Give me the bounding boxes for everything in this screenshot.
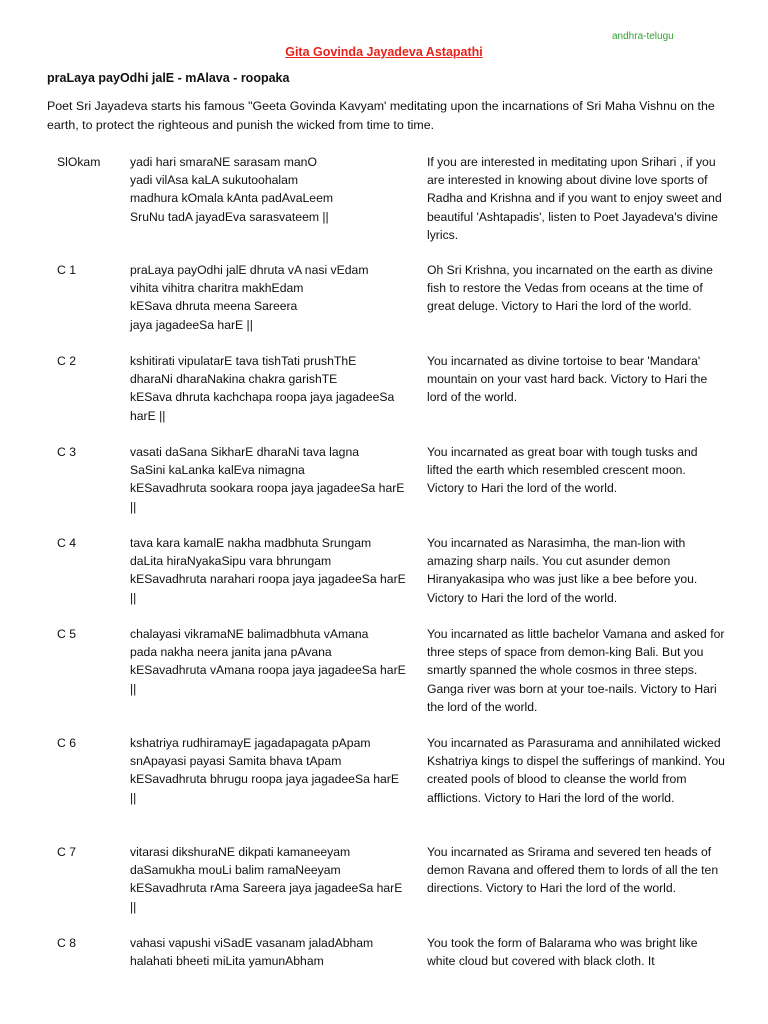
verse-meaning: You took the form of Balarama who was bright like white cloud but covered with black cloth. It bbox=[427, 936, 698, 969]
song-subtitle: praLaya payOdhi jalE - mAlava - roopaka bbox=[47, 71, 290, 85]
verse-meaning: You incarnated as Parasurama and annihilated wicked Kshatriya kings to dispel the sufferings of mankind. You created pools of blood to cleanse the world from afflictions. Victory to Hari the lord of the world. bbox=[427, 736, 725, 805]
verse-lyrics: chalayasi vikramaNE balimadbhuta vAmana pada nakha neera janita jana pAvana kESavadhruta vAmana roopa jaya jagadeeSa harE || bbox=[130, 627, 406, 696]
verse-number: C 7 bbox=[57, 845, 76, 859]
verse-number: C 3 bbox=[57, 445, 76, 459]
verse-lyrics: vasati daSana SikharE dharaNi tava lagna SaSini kaLanka kalEva nimagna kESavadhruta sookara roopa jaya jagadeeSa harE || bbox=[130, 445, 405, 514]
verse-number: C 5 bbox=[57, 627, 76, 641]
source-tag: andhra-telugu bbox=[612, 31, 674, 42]
verse-lyrics: yadi hari smaraNE sarasam manO yadi vilAsa kaLA sukutoohalam madhura kOmala kAnta padAvaLeem SruNu tadA jayadEva sarasvateem || bbox=[130, 155, 334, 224]
verse-number: C 6 bbox=[57, 736, 76, 750]
verse-lyrics: vahasi vapushi viSadE vasanam jaladAbham halahati bheeti miLita yamunAbham bbox=[130, 936, 374, 969]
verse-meaning: You incarnated as Srirama and severed ten heads of demon Ravana and offered them to lords of all the ten directions. Victory to Hari the lord of the world. bbox=[427, 845, 719, 896]
verse-meaning: You incarnated as divine tortoise to bear 'Mandara' mountain on your vast hard back. Victory to Hari the lord of the world. bbox=[427, 354, 708, 405]
verse-meaning: Oh Sri Krishna, you incarnated on the earth as divine fish to restore the Vedas from oceans at the time of great deluge. Victory to Hari the lord of the world. bbox=[427, 263, 713, 314]
verse-lyrics: vitarasi dikshuraNE dikpati kamaneeyam daSamukha mouLi balim ramaNeeyam kESavadhruta rAma Sareera jaya jagadeeSa harE || bbox=[130, 845, 403, 914]
verse-meaning: You incarnated as little bachelor Vamana and asked for three steps of space from demon-king Bali. But you smartly spanned the whole cosmos in three steps. Ganga river was born at your toe-nails. Victory to Hari the lord of the world. bbox=[427, 627, 725, 714]
verse-meaning: If you are interested in meditating upon Srihari , if you are interested in knowing about divine love sports of Radha and Krishna and if you want to enjoy sweet and beautiful 'Ashtapadis', listen to Poet Jayadeva's divine lyrics. bbox=[427, 155, 722, 242]
verse-meaning: You incarnated as Narasimha, the man-lion with amazing sharp nails. You cut asunder demon Hiranyakasipa who was just like a bee before you. Victory to Hari the lord of the world. bbox=[427, 536, 698, 605]
verse-number: C 4 bbox=[57, 536, 76, 550]
verse-lyrics: praLaya payOdhi jalE dhruta vA nasi vEdam vihita vihitra charitra makhEdam kESava dhruta meena Sareera jaya jagadeeSa harE || bbox=[130, 263, 369, 332]
intro-paragraph: Poet Sri Jayadeva starts his famous "Geeta Govinda Kavyam' meditating upon the incarnations of Sri Maha Vishnu on the earth, to protect the righteous and punish the wicked from time to time. bbox=[47, 99, 715, 132]
verse-lyrics: kshitirati vipulatarE tava tishTati prushThE dharaNi dharaNakina chakra garishTE kESava dhruta kachchapa roopa jaya jagadeeSa harE || bbox=[130, 354, 395, 423]
verse-number: SlOkam bbox=[57, 155, 101, 169]
verse-number: C 1 bbox=[57, 263, 76, 277]
document-title: Gita Govinda Jayadeva Astapathi bbox=[285, 45, 483, 59]
verse-lyrics: tava kara kamalE nakha madbhuta Srungam daLita hiraNyakaSipu vara bhrungam kESavadhruta narahari roopa jaya jagadeeSa harE || bbox=[130, 536, 406, 605]
verse-meaning: You incarnated as great boar with tough tusks and lifted the earth which resembled crescent moon. Victory to Hari the lord of the world. bbox=[427, 445, 698, 496]
verse-lyrics: kshatriya rudhiramayE jagadapagata pApam snApayasi payasi Samita bhava tApam kESavadhruta bhrugu roopa jaya jagadeeSa harE || bbox=[130, 736, 399, 805]
verse-number: C 2 bbox=[57, 354, 76, 368]
verse-number: C 8 bbox=[57, 936, 76, 950]
